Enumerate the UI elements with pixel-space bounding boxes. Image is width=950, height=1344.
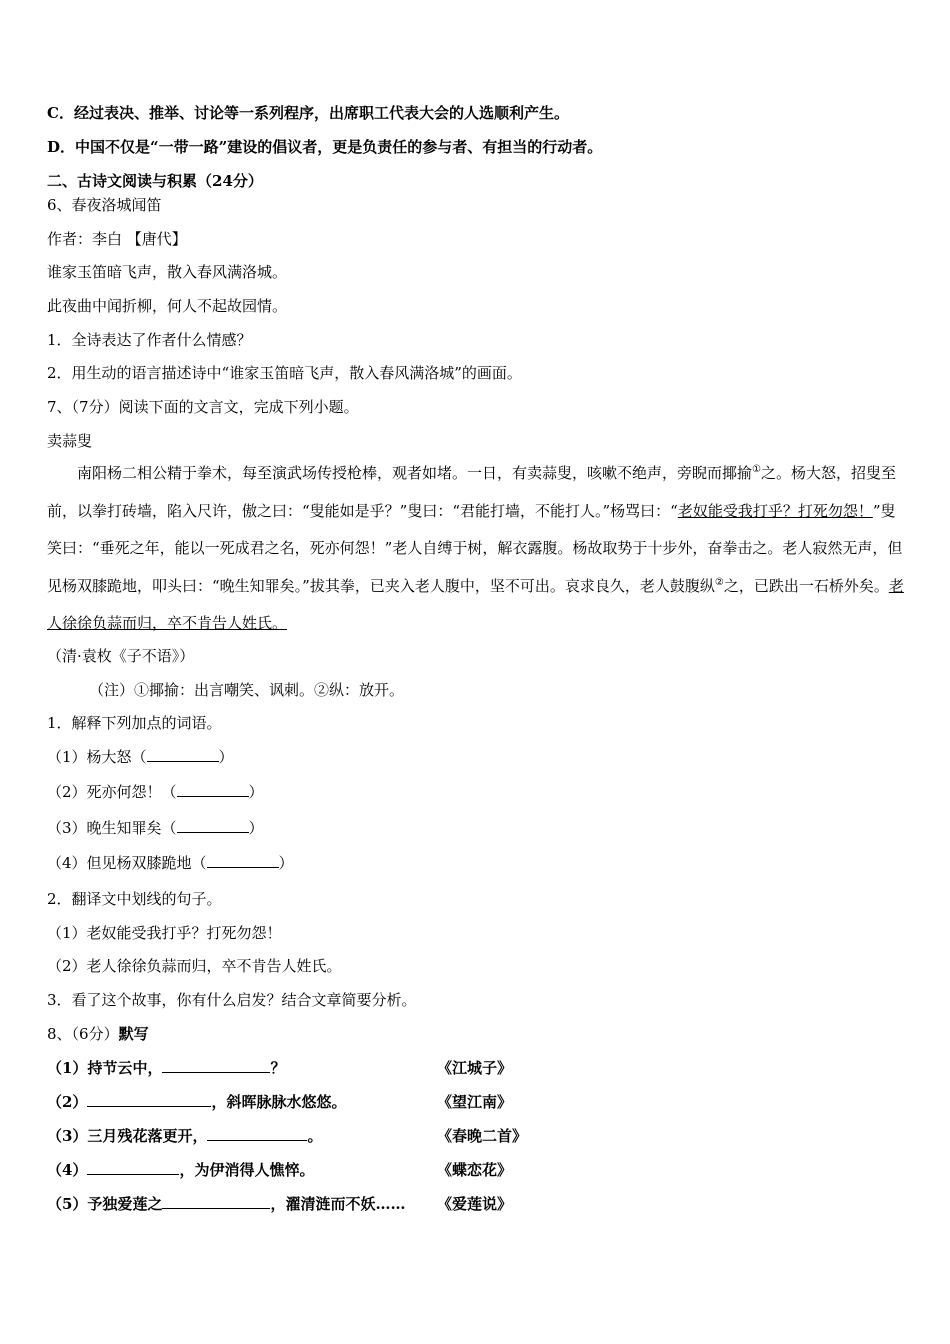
passage-part-a: 南阳杨二相公精于拳术，每至演武场传授枪棒，观者如堵。一日，有卖蒜叟，咳嗽不绝声，旁睨而揶揄: [77, 464, 753, 482]
answer-blank[interactable]: [207, 1126, 307, 1141]
q8-title: 8、（6分）默写: [47, 1025, 149, 1043]
answer-blank[interactable]: [87, 1160, 179, 1175]
answer-blank[interactable]: [177, 782, 249, 797]
note-marker-1: ①: [752, 464, 761, 475]
word-item-4: （4）但见杨双膝跪地（ ）: [47, 854, 294, 872]
answer-blank[interactable]: [147, 747, 219, 762]
q5-option-d: D．中国不仅是“一带一路”建设的倡议者，更是负责任的参与者、有担当的行动者。: [47, 138, 603, 156]
recite-row-1: （1）持节云中， ？: [47, 1059, 286, 1077]
passage-part-c: ”叟笑曰：“垂死之年，能以一死成君之名，死亦何怨！”老人自缚于树，解衣露腹。杨故取势于十步外，奋拳击之。老人寂然无声，但见杨双膝跪地，叩头曰：“晚生知罪矣。”拔其拳，已夹入老人腹中，坚不可出。哀求良久，老人鼓腹纵: [47, 501, 903, 595]
answer-blank[interactable]: [177, 818, 249, 833]
word-item-1: （1）杨大怒（ ）: [47, 748, 234, 766]
q6-author: 作者：李白 【唐代】: [47, 230, 187, 248]
recite-row-4: （4） ，为伊消得人憔悴。: [47, 1161, 315, 1179]
q7-passage: [47, 455, 905, 643]
word-item-2: （2）死亦何怨！（ ）: [47, 783, 264, 801]
answer-blank[interactable]: [87, 1092, 211, 1107]
note-marker-2: ②: [714, 576, 724, 588]
section2-title: 二、古诗文阅读与积累（24分）: [47, 172, 263, 190]
recite-source-5: 《爱莲说》: [437, 1195, 513, 1213]
q7-passage-title: 卖蒜叟: [47, 432, 93, 450]
q6-poem-line-2: 此夜曲中闻折柳，何人不起故园情。: [47, 297, 288, 315]
answer-blank[interactable]: [162, 1194, 270, 1209]
answer-blank[interactable]: [207, 853, 279, 868]
q5-option-c: C．经过表决、推举、讨论等一系列程序，出席职工代表大会的人选顺利产生。: [47, 104, 569, 122]
q7-sub-question-3: 3．看了这个故事，你有什么启发？结合文章简要分析。: [47, 991, 417, 1009]
underlined-sentence-2: 老人徐徐负蒜而归，卒不肯告人姓氏。: [47, 576, 904, 632]
q6-sub-question-1: 1．全诗表达了作者什么情感？: [47, 331, 252, 349]
recite-source-2: 《望江南》: [437, 1093, 513, 1111]
recite-source-4: 《蝶恋花》: [437, 1161, 513, 1179]
q7-notes: （注）①揶揄：出言嘲笑、讽刺。②纵：放开。: [89, 681, 405, 699]
q7-title: 7、（7分）阅读下面的文言文，完成下列小题。: [47, 398, 359, 416]
translate-item-2: （2）老人徐徐负蒜而归，卒不肯告人姓氏。: [47, 957, 342, 975]
q6-title: 6、春夜洛城闻笛: [47, 196, 162, 214]
recite-row-2: （2） ，斜晖脉脉水悠悠。: [47, 1093, 347, 1111]
passage-part-d: 之，已跌出一石桥外矣。: [723, 576, 889, 595]
recite-source-3: 《春晚二首》: [437, 1127, 528, 1145]
q7-sub-question-2: 2．翻译文中划线的句子。: [47, 890, 222, 908]
q7-sub-question-1: 1．解释下列加点的词语。: [47, 714, 222, 732]
word-item-3: （3）晚生知罪矣（ ）: [47, 819, 264, 837]
answer-blank[interactable]: [162, 1058, 270, 1073]
q6-sub-question-2: 2．用生动的语言描述诗中“谁家玉笛暗飞声，散入春风满洛城”的画面。: [47, 364, 522, 382]
q6-poem-line-1: 谁家玉笛暗飞声，散入春风满洛城。: [47, 263, 288, 281]
recite-row-3: （3）三月残花落更开， 。: [47, 1127, 323, 1145]
recite-row-5: （5）予独爱莲之 ，濯清涟而不妖……: [47, 1195, 406, 1213]
passage-part-b: 之。杨大怒，招叟至前，以拳打砖墙，陷入尺许，傲之曰：“叟能如是乎？”叟曰：“君能打墙，不能打人。”杨骂曰：“: [47, 464, 896, 520]
recite-source-1: 《江城子》: [437, 1059, 513, 1077]
q7-source: （清·袁枚《子不语》）: [47, 647, 195, 665]
translate-item-1: （1）老奴能受我打乎？打死勿怨！: [47, 924, 282, 942]
underlined-sentence-1: 老奴能受我打乎？打死勿怨！: [677, 501, 873, 520]
